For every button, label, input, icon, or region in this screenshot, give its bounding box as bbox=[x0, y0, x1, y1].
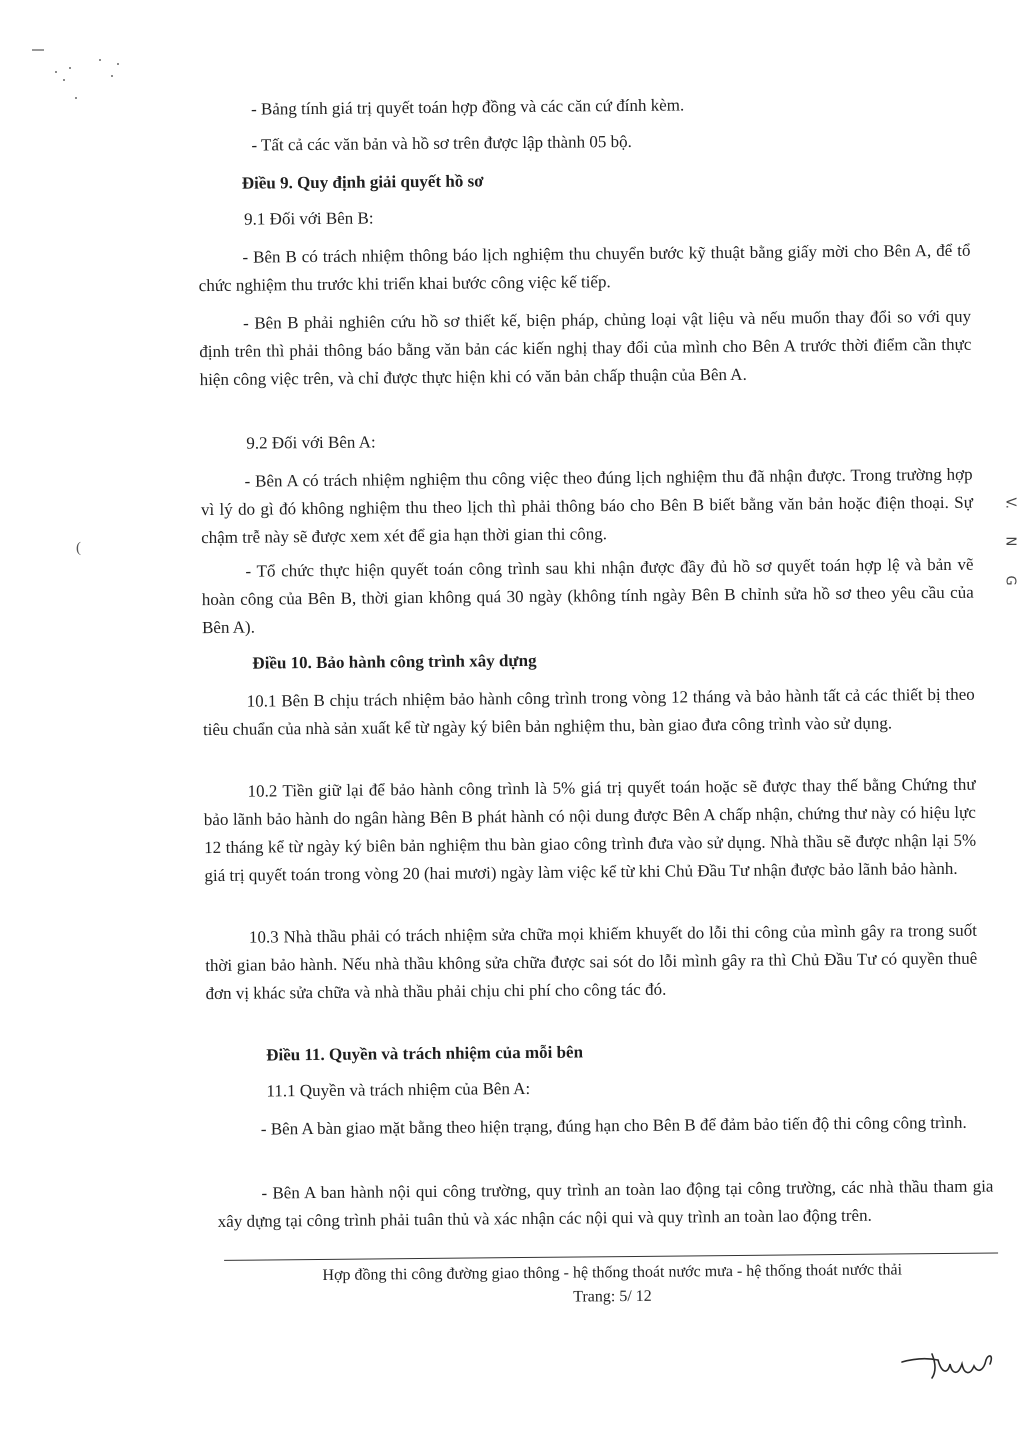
paragraph-11-1-b: - Bên A ban hành nội qui công trường, quy trình an toàn lao động tại công trường, các nhà thầu tham gia xây dựng tại công trình phải tuân thủ và xác nhận các nội qui và quy trình an toàn lao động trên. bbox=[217, 1176, 994, 1231]
stamp-fragment: N bbox=[1002, 536, 1018, 547]
paragraph-9-2-a: - Bên A có trách nhiệm nghiệm thu công việc theo đúng lịch nghiệm thu đã nhận được. Trong trường hợp vì lý do gì đó không nghiệm thu theo lịch thì phải thông báo cho Bên B biết bằng văn bản hoặc điện thoại. Sự chậm trễ này sẽ được xem xét để gia hạn thời gian thi công. bbox=[200, 464, 973, 548]
paragraph-9-1-a: - Bên B có trách nhiệm thông báo lịch nghiệm thu chuyển bước kỹ thuật bằng giấy mời cho Bên A, để tổ chức nghiệm thu trước khi triển khai bước công việc kế tiếp. bbox=[198, 240, 971, 296]
margin-mark: ( bbox=[76, 540, 81, 556]
paragraph-10-2: 10.2 Tiền giữ lại để bảo hành công trình là 5% giá trị quyết toán hoặc sẽ được thay thế bằng Chứng thư bảo lãnh bảo hành do ngân hàng Bên B phát hành có nội dung được Bên A chấp nhận, chứng thư này có hiệu lực 12 tháng kể từ ngày ký biên bản nghiệm thu bàn giao công trình đưa vào sử dụng. Nhà thầu sẽ được nhận lại 5% giá trị quyết toán trong vòng 20 (hai mươi) ngày làm việc kể từ khi Chủ Đầu Tư nhận được bảo lãnh bảo hành. bbox=[203, 774, 977, 886]
paragraph-10-1: 10.1 Bên B chịu trách nhiệm bảo hành công trình trong vòng 12 tháng và bảo hành tất cả các thiết bị theo tiêu chuẩn của nhà sản xuất kể từ ngày ký biên bản nghiệm thu, bàn giao đưa công trình vào sử dụng. bbox=[202, 684, 975, 740]
stamp-fragment: V. bbox=[1002, 497, 1018, 509]
heading-article-11: Điều 11. Quyền và trách nhiệm của mỗi bên bbox=[266, 1042, 584, 1065]
paragraph-9-1-b: - Bên B phải nghiên cứu hồ sơ thiết kế, biện pháp, chủng loại vật liệu và nếu muốn thay đổi so với quy định trên thì phải thông báo bằng văn bản các kiến nghị thay đổi của mình cho Bên A trước thời điểm cần thực hiện công việc trên, và chỉ được thực hiện khi có văn bản chấp thuận của Bên A. bbox=[199, 306, 972, 390]
subheading-11-1: 11.1 Quyền và trách nhiệm của Bên A: bbox=[266, 1078, 531, 1101]
line-five-copies: - Tất cả các văn bản và hồ sơ trên được lập thành 05 bộ. bbox=[251, 131, 632, 155]
signature-initials bbox=[898, 1340, 1008, 1390]
paragraph-10-3: 10.3 Nhà thầu phải có trách nhiệm sửa chữa mọi khiếm khuyết do lỗi thi công của mình gây ra trong suốt thời gian bảo hành. Nếu nhà thầu không sửa chữa được sai sót do lỗi mình gây ra thì Chủ Đầu Tư có quyền thuê đơn vị khác sửa chữa và nhà thầu phải chịu chi phí cho công tác đó. bbox=[205, 920, 978, 1004]
line-attachment-table: - Bảng tính giá trị quyết toán hợp đồng và các căn cứ đính kèm. bbox=[250, 95, 685, 119]
paragraph-9-2-b: - Tổ chức thực hiện quyết toán công trình sau khi nhận được đầy đủ hồ sơ quyết toán hợp lệ và bản vẽ hoàn công của Bên B, thời gian không quá 30 ngày (không tính ngày Bên B chỉnh sửa hồ sơ theo yêu cầu của Bên A). bbox=[201, 554, 974, 638]
subheading-9-1: 9.1 Đối với Bên B: bbox=[244, 208, 374, 229]
subheading-9-2: 9.2 Đối với Bên A: bbox=[246, 432, 376, 453]
footer-page-number: Trang: 5/ 12 bbox=[573, 1287, 652, 1306]
stamp-fragment: G bbox=[1002, 575, 1018, 586]
heading-article-10: Điều 10. Bảo hành công trình xây dựng bbox=[252, 650, 537, 673]
footer-title: Hợp đồng thi công đường giao thông - hệ thống thoát nước mưa - hệ thống thoát nước thải bbox=[322, 1261, 903, 1284]
paragraph-11-1-a: - Bên A bàn giao mặt bằng theo hiện trạng, đúng hạn cho Bên B để đảm bảo tiến độ thi công công trình. bbox=[260, 1112, 967, 1139]
heading-article-9: Điều 9. Quy định giải quyết hồ sơ bbox=[241, 171, 484, 193]
margin-stamp bbox=[1000, 497, 1024, 690]
